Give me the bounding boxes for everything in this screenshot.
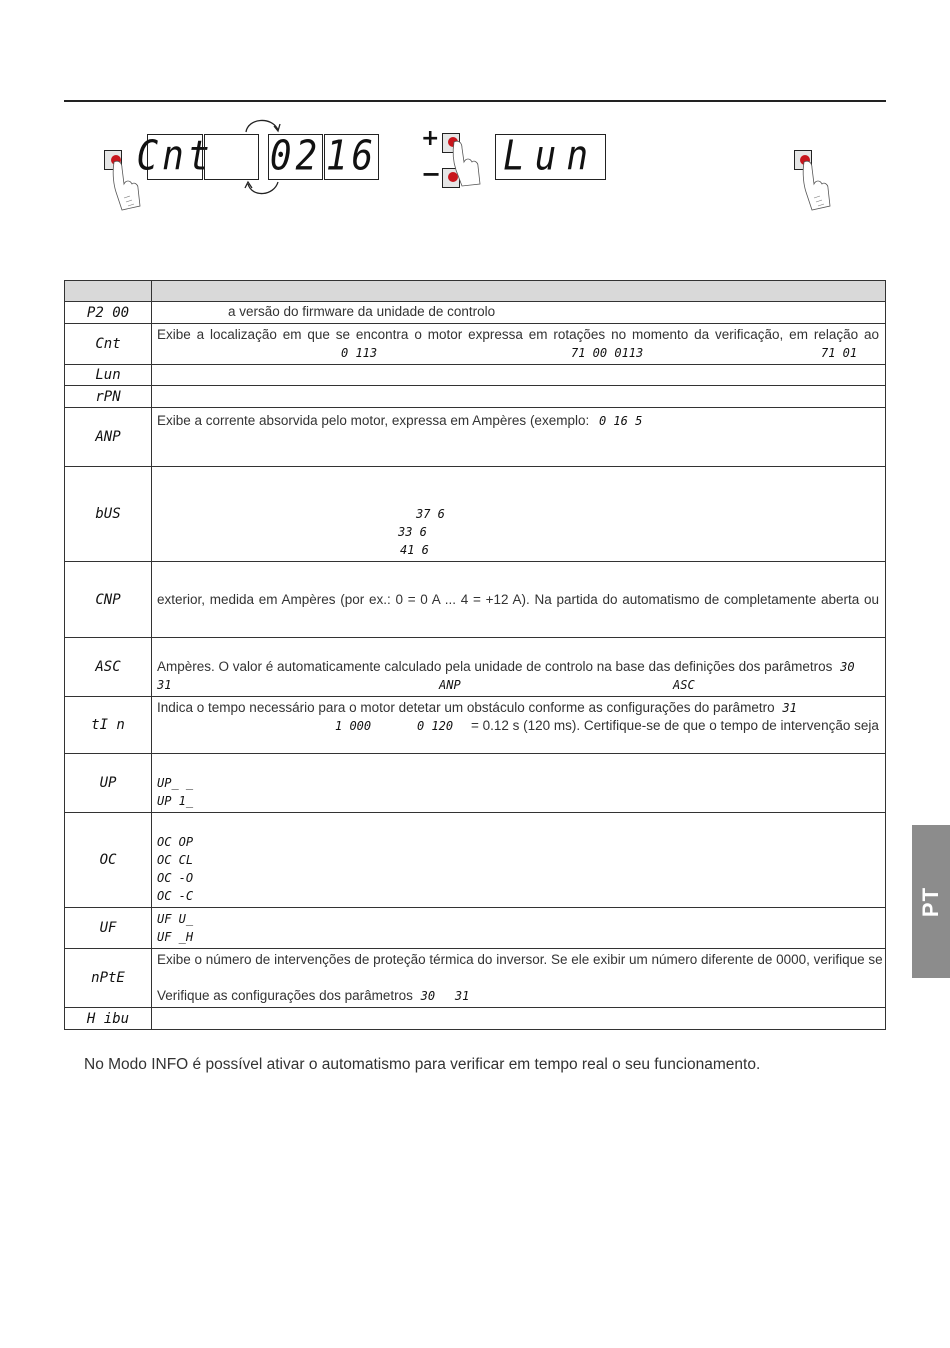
parameter-description: Ampères. O valor é automaticamente calculado pela unidade de controlo na base das definições dos parâmetros 30 31 ANP ASC (152, 638, 886, 697)
parameter-code: ASC (65, 638, 152, 697)
info-parameter-table (64, 280, 886, 1030)
table-row (65, 365, 886, 386)
header-cell-description (152, 281, 886, 302)
minus-sign: − (421, 160, 442, 188)
parameter-description: Exibe a localização em que se encontra o motor expressa em rotações no momento da verificação, em relação ao 0 113 71 00 0113 71 01 (152, 324, 886, 365)
parameter-description (152, 365, 886, 386)
table-row (65, 467, 886, 562)
parameter-code: UF (65, 908, 152, 949)
parameter-code: H ibu (65, 1008, 152, 1030)
parameter-code: rPN (65, 386, 152, 408)
parameter-code: bUS (65, 467, 152, 562)
table-row (65, 408, 886, 467)
top-rule (64, 100, 886, 102)
pointing-hand-icon (448, 140, 488, 188)
parameter-code: Lun (65, 365, 152, 386)
parameter-description: UF U_ UF _H (152, 908, 886, 949)
parameter-code: tI n (65, 697, 152, 754)
parameter-description: 37 6 33 6 41 6 (152, 467, 886, 562)
parameter-description: UP_ _ UP 1_ (152, 754, 886, 813)
table-row (65, 813, 886, 908)
parameter-description: a versão do firmware da unidade de controlo (152, 302, 886, 324)
language-tab: PT (912, 825, 950, 978)
table-row (65, 697, 886, 754)
table-row (65, 324, 886, 365)
table-header-row (65, 281, 886, 302)
parameter-description: Indica o tempo necessário para o motor detetar um obstáculo conforme as configurações do parâmetro 31 1 000 0 120 = 0.12 s (120 ms). Certifique-se de que o tempo de intervenção seja (152, 697, 886, 754)
parameter-code: OC (65, 813, 152, 908)
table-row (65, 949, 886, 1008)
parameter-description (152, 1008, 886, 1030)
header-cell-code (65, 281, 152, 302)
table-row (65, 1008, 886, 1030)
parameter-description: exterior, medida em Ampères (por ex.: 0 = 0 A ... 4 = +12 A). Na partida do automatismo de completamente aberta ou (152, 562, 886, 638)
table-row (65, 908, 886, 949)
display-digit-group-3: 02 (269, 132, 322, 180)
footer-note: No Modo INFO é possível ativar o automatismo para verificar em tempo real o seu funcionamento. (84, 1056, 761, 1073)
parameter-code: P2 00 (65, 302, 152, 324)
cycle-arrow-icon (240, 112, 284, 136)
plus-sign: + (421, 126, 440, 151)
parameter-description (152, 386, 886, 408)
parameter-code: nPtE (65, 949, 152, 1008)
table-row (65, 638, 886, 697)
table-row (65, 562, 886, 638)
table-row (65, 302, 886, 324)
parameter-code: Cnt (65, 324, 152, 365)
display-digit-group-1: Cnt (136, 132, 214, 180)
display-digit-group-4: 16 (325, 132, 378, 180)
display-lun: Lun (495, 134, 606, 180)
parameter-code: ANP (65, 408, 152, 467)
parameter-code: UP (65, 754, 152, 813)
parameter-code: CNP (65, 562, 152, 638)
cycle-arrow-icon (242, 178, 282, 200)
parameter-description: Exibe a corrente absorvida pelo motor, expressa em Ampères (exemplo: 0 16 5 (152, 408, 886, 467)
parameter-description: OC OP OC CL OC -O OC -C (152, 813, 886, 908)
table-row (65, 386, 886, 408)
parameter-description: Exibe o número de intervenções de proteção térmica do inversor. Se ele exibir um número diferente de 0000, verifique se Verifique as configurações dos parâmetros 30 31 (152, 949, 886, 1008)
table-row (65, 754, 886, 813)
pointing-hand-icon (796, 158, 836, 212)
display-digit-group-2 (204, 134, 259, 180)
